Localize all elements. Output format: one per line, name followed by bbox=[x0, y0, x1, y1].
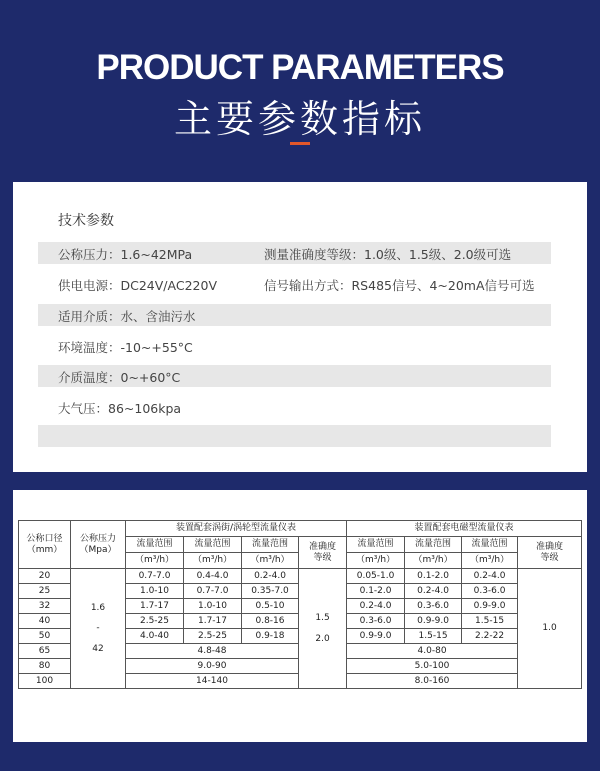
tech-params-title: 技术参数 bbox=[58, 213, 114, 229]
dn-cell: 65 bbox=[19, 644, 71, 659]
spec-right: 信号输出方式：RS485信号、4~20mA信号可选 bbox=[264, 278, 535, 293]
emf-range-cell: 0.3-6.0 bbox=[405, 599, 462, 614]
turbine-range-cell: 0.7-7.0 bbox=[184, 584, 242, 599]
turbine-range-cell: 0.35-7.0 bbox=[242, 584, 299, 599]
flow-unit-header: （m³/h） bbox=[126, 553, 184, 569]
spec-row bbox=[38, 396, 551, 418]
emf-range-cell: 0.2-4.0 bbox=[462, 569, 518, 584]
flow-unit-header: （m³/h） bbox=[347, 553, 405, 569]
emf-range-cell: 0.9-9.0 bbox=[405, 614, 462, 629]
emf-range-cell: 2.2-22 bbox=[462, 629, 518, 644]
tech-params-panel bbox=[13, 182, 587, 472]
emf-range-cell: 8.0-160 bbox=[347, 674, 518, 689]
turbine-range-cell: 4.8-48 bbox=[126, 644, 299, 659]
emf-range-cell: 1.5-15 bbox=[405, 629, 462, 644]
dn-cell: 100 bbox=[19, 674, 71, 689]
spec-left: 公称压力：1.6~42MPa bbox=[58, 247, 193, 262]
flow-unit-header: （m³/h） bbox=[462, 553, 518, 569]
turbine-range-cell: 2.5-25 bbox=[126, 614, 184, 629]
emf-range-cell: 0.2-4.0 bbox=[347, 599, 405, 614]
flow-unit-header: （m³/h） bbox=[184, 553, 242, 569]
spec-right: 测量准确度等级：1.0级、1.5级、2.0级可选 bbox=[264, 247, 512, 262]
turbine-range-cell: 1.0-10 bbox=[126, 584, 184, 599]
spec-left: 适用介质：水、含油污水 bbox=[58, 309, 196, 324]
turbine-range-cell: 1.7-17 bbox=[184, 614, 242, 629]
emf-range-cell: 4.0-80 bbox=[347, 644, 518, 659]
turbine-range-cell: 0.9-18 bbox=[242, 629, 299, 644]
dn-cell: 32 bbox=[19, 599, 71, 614]
flow-table-panel bbox=[13, 490, 587, 742]
spec-row-empty bbox=[38, 425, 551, 447]
accuracy-header: 准确度 等级 bbox=[518, 537, 582, 569]
emf-range-cell: 0.1-2.0 bbox=[347, 584, 405, 599]
turbine-range-cell: 0.4-4.0 bbox=[184, 569, 242, 584]
dn-cell: 50 bbox=[19, 629, 71, 644]
turbine-range-cell: 1.0-10 bbox=[184, 599, 242, 614]
spec-row bbox=[38, 304, 551, 326]
flow-range-header: 流量范围 bbox=[405, 537, 462, 553]
title-accent-line bbox=[290, 142, 310, 145]
turbine-group-header: 装置配套涡街/涡轮型流量仪表 bbox=[126, 521, 347, 537]
spec-left: 环境温度：-10~+55°C bbox=[58, 340, 193, 355]
title-chinese: 主要参数指标 bbox=[173, 97, 426, 141]
title-english: PRODUCT PARAMETERS bbox=[96, 48, 504, 87]
emf-range-cell: 0.9-9.0 bbox=[462, 599, 518, 614]
accuracy-header: 准确度 等级 bbox=[299, 537, 347, 569]
flow-unit-header: （m³/h） bbox=[405, 553, 462, 569]
table-row bbox=[19, 569, 582, 584]
emf-range-cell: 0.3-6.0 bbox=[462, 584, 518, 599]
emf-range-cell: 0.3-6.0 bbox=[347, 614, 405, 629]
pressure-cell: 1.6 - 42 bbox=[71, 569, 126, 689]
emf-group-header: 装置配套电磁型流量仪表 bbox=[347, 521, 582, 537]
emf-range-cell: 0.9-9.0 bbox=[347, 629, 405, 644]
turbine-range-cell: 0.2-4.0 bbox=[242, 569, 299, 584]
pn-header: 公称压力 （Mpa） bbox=[71, 521, 126, 569]
turbine-range-cell: 9.0-90 bbox=[126, 659, 299, 674]
emf-range-cell: 0.05-1.0 bbox=[347, 569, 405, 584]
flow-range-table bbox=[18, 520, 582, 689]
emf-range-cell: 5.0-100 bbox=[347, 659, 518, 674]
turbine-range-cell: 0.7-7.0 bbox=[126, 569, 184, 584]
turbine-accuracy-cell: 1.5 2.0 bbox=[299, 569, 347, 689]
emf-range-cell: 0.2-4.0 bbox=[405, 584, 462, 599]
flow-unit-header: （m³/h） bbox=[242, 553, 299, 569]
turbine-range-cell: 0.8-16 bbox=[242, 614, 299, 629]
spec-row bbox=[38, 273, 551, 295]
emf-range-cell: 0.1-2.0 bbox=[405, 569, 462, 584]
emf-accuracy-cell: 1.0 bbox=[518, 569, 582, 689]
dn-cell: 80 bbox=[19, 659, 71, 674]
dn-header: 公称口径 （mm） bbox=[19, 521, 71, 569]
turbine-range-cell: 4.0-40 bbox=[126, 629, 184, 644]
turbine-range-cell: 2.5-25 bbox=[184, 629, 242, 644]
dn-cell: 20 bbox=[19, 569, 71, 584]
flow-range-header: 流量范围 bbox=[347, 537, 405, 553]
spec-row bbox=[38, 242, 551, 264]
spec-left: 供电电源：DC24V/AC220V bbox=[58, 278, 217, 293]
flow-range-header: 流量范围 bbox=[462, 537, 518, 553]
turbine-range-cell: 1.7-17 bbox=[126, 599, 184, 614]
turbine-range-cell: 0.5-10 bbox=[242, 599, 299, 614]
spec-row bbox=[38, 365, 551, 387]
flow-range-header: 流量范围 bbox=[242, 537, 299, 553]
dn-cell: 25 bbox=[19, 584, 71, 599]
header-banner bbox=[0, 0, 600, 180]
dn-cell: 40 bbox=[19, 614, 71, 629]
turbine-range-cell: 14-140 bbox=[126, 674, 299, 689]
spec-left: 大气压：86~106kpa bbox=[58, 401, 182, 416]
flow-range-header: 流量范围 bbox=[126, 537, 184, 553]
spec-left: 介质温度：0~+60°C bbox=[58, 370, 181, 385]
spec-row bbox=[38, 335, 551, 357]
emf-range-cell: 1.5-15 bbox=[462, 614, 518, 629]
flow-range-header: 流量范围 bbox=[184, 537, 242, 553]
